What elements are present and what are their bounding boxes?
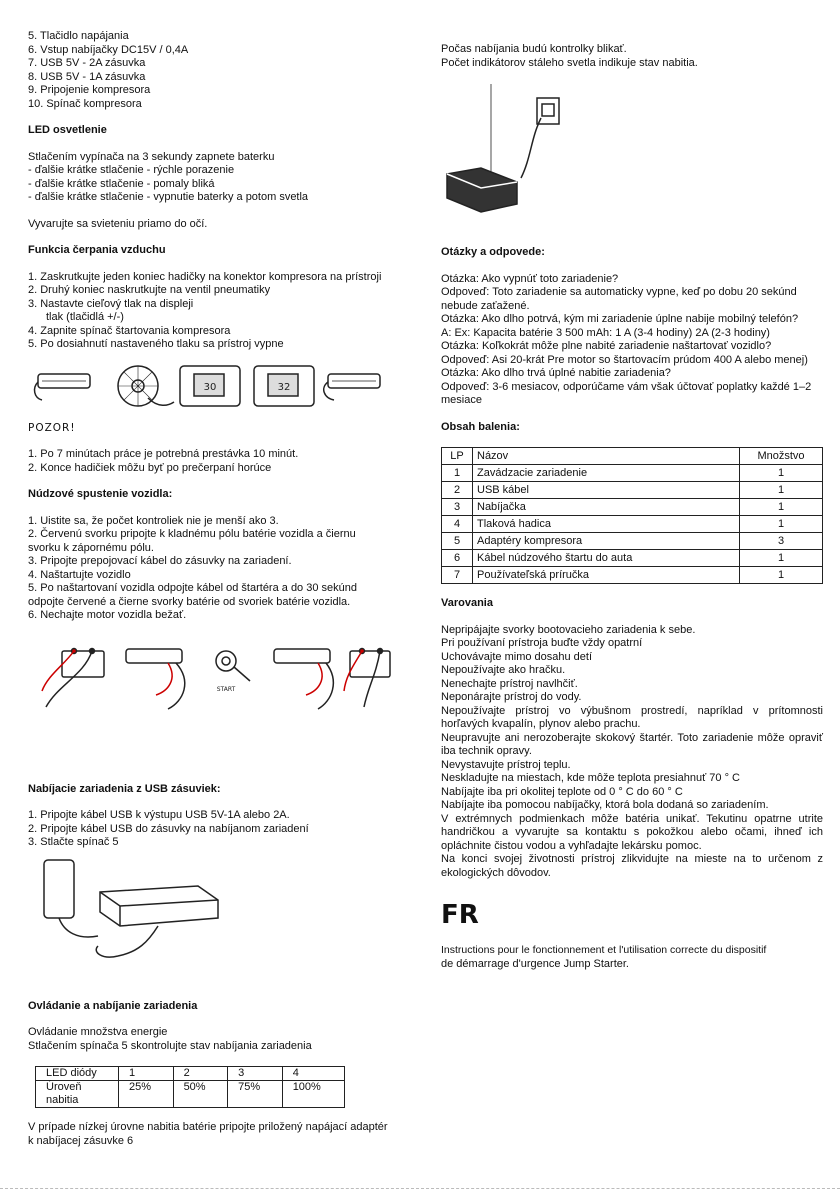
paragraph: - ďalšie krátke stlačenie - rýchle porazenie [28, 164, 235, 176]
paragraph: Odpoveď: Toto zariadenie sa automaticky vypne, keď po dobu 20 sekúnd nebude zaťažené. [441, 286, 797, 312]
paragraph: V extrémnych podmienkach môže batéria unikať. Tekutinu opatrne utrite handričkou a vyvarujte sa kontaktu s pokožkou alebo očami, ihneď ich opláchnite čistou vodou a vyhľadajte lekársku pomoc. [441, 812, 823, 852]
paragraph: Počet indikátorov stáleho svetla indikuje stav nabitia. [441, 56, 698, 69]
table-cell: 1 [442, 465, 473, 482]
paragraph: 2. Konce hadičiek môžu byť po prečerpaní horúce [28, 461, 272, 474]
start-key-icon [216, 651, 250, 693]
paragraph: Nepoužívajte ako hračku. [441, 664, 566, 676]
package-contents-table [441, 447, 823, 584]
compressor-illustrations [28, 358, 388, 414]
table-cell: 50% [173, 1081, 228, 1108]
paragraph: Vyvarujte sa svieteniu priamo do očí. [28, 217, 208, 230]
table-row [442, 516, 823, 533]
paragraph: Otázka: Ako dlho trvá úplné nabitie zariadenia? [441, 367, 671, 379]
left-column [28, 30, 388, 1148]
device-side-icon [35, 374, 90, 400]
table-cell: 1 [740, 465, 823, 482]
paragraph: Pri používaní prístroja buďte vždy opatrní [441, 637, 643, 649]
paragraph: Na konci svojej životnosti prístroj zlikvidujte na mieste na to určenom z ekologických dôvodov. [441, 853, 823, 879]
table-cell: USB kábel [473, 482, 740, 499]
paragraph: Nevystavujte prístroj teplu. [441, 758, 571, 771]
usb-heading: Nabíjacie zariadenia z USB zásuviek: [28, 782, 221, 795]
start-label: START [216, 685, 236, 693]
table-row [442, 550, 823, 567]
display-panel-icon [254, 366, 314, 406]
paragraph: Odpoveď: Asi 20-krát Pre motor so štartovacím prúdom 400 A alebo menej) [441, 353, 808, 366]
paragraph: Nabíjajte iba pomocou nabíjačky, ktorá bola dodaná so zariadením. [441, 799, 769, 811]
table-cell: Nabíjačka [473, 499, 740, 516]
car-battery-icon [42, 648, 104, 707]
svg-text:32: 32 [277, 381, 291, 393]
table-cell: Používateľská príručka [473, 567, 740, 584]
list-item: 5. Tlačidlo napájania [28, 30, 129, 42]
display-panel-icon [180, 366, 240, 406]
list-item: 9. Pripojenie kompresora [28, 84, 151, 96]
paragraph: 1. Pripojte kábel USB k výstupu USB 5V-1A alebo 2A. [28, 809, 290, 821]
table-cell: LED diódy [36, 1067, 119, 1081]
led-heading: LED osvetlenie [28, 124, 107, 136]
device-side-icon [324, 374, 380, 400]
table-cell: 3 [442, 499, 473, 516]
paragraph: Nenechajte prístroj navlhčiť. [441, 677, 578, 690]
table-row [442, 567, 823, 584]
paragraph: Stlačením spínača 5 skontrolujte stav nabíjania zariadenia [28, 1039, 312, 1052]
column-header: Názov [473, 448, 740, 465]
list-item: 7. USB 5V - 2A zásuvka [28, 57, 146, 69]
paragraph: 2. Pripojte kábel USB do zásuvky na nabíjanom zariadení [28, 822, 309, 835]
emergency-heading: Núdzové spustenie vozidla: [28, 488, 173, 500]
page-edge-divider [0, 1188, 840, 1189]
paragraph: - ďalšie krátke stlačenie - vypnutie baterky a potom svetla [28, 191, 309, 203]
list-item: 6. Vstup nabíjačky DC15V / 0,4A [28, 43, 189, 56]
paragraph: 4. Zapnite spínač štartovania kompresora [28, 324, 231, 337]
paragraph: 5. Po dosiahnutí nastaveného tlaku sa prístroj vypne [28, 338, 284, 350]
paragraph: Instructions pour le fonctionnement et l'utilisation correcte du dispositif [441, 944, 767, 956]
usb-charging-illustration [38, 856, 238, 966]
paragraph: - ďalšie krátke stlačenie - pomaly bliká [28, 177, 215, 190]
wall-charger-illustration [441, 78, 561, 218]
faq-heading: Otázky a odpovede: [441, 246, 545, 258]
pump-heading: Funkcia čerpania vzduchu [28, 244, 166, 256]
paragraph: 3. Pripojte prepojovací kábel do zásuvky na zariadení. [28, 555, 292, 567]
package-heading: Obsah balenia: [441, 420, 520, 433]
table-cell: 2 [442, 482, 473, 499]
table-cell: Tlaková hadica [473, 516, 740, 533]
table-cell: 75% [228, 1081, 283, 1108]
paragraph: 4. Naštartujte vozidlo [28, 568, 131, 581]
paragraph: Odpoveď: 3-6 mesiacov, odporúčame vám však účtovať poplatky každé 1–2 mesiace [441, 380, 812, 406]
car-battery-icon [344, 648, 390, 707]
table-row [442, 482, 823, 499]
table-cell: 4 [442, 516, 473, 533]
phone-icon [44, 860, 74, 918]
paragraph: Nepoužívajte prístroj vo výbušnom prostredí, napríklad v prítomnosti horľavých kvapalín, plynov alebo prachu. [441, 704, 823, 730]
table-cell: 3 [228, 1067, 283, 1081]
paragraph: Otázka: Ako vypnúť toto zariadenie? [441, 272, 619, 285]
table-row [442, 465, 823, 482]
table-cell: 2 [173, 1067, 228, 1081]
booster-clamps-icon [126, 649, 185, 709]
table-cell: 25% [119, 1081, 174, 1108]
paragraph: 2. Červenú svorku pripojte k kladnému pólu batérie vozidla a čiernu svorku k zápornému pólu. [28, 528, 356, 554]
paragraph: Neskladujte na miestach, kde môže teplota presiahnuť 70 ° C [441, 772, 740, 784]
paragraph: A: Ex: Kapacita batérie 3 500 mAh: 1 A (3-4 hodiny) 2A (2-3 hodiny) [441, 326, 770, 339]
paragraph: 3. Stlačte spínač 5 [28, 836, 119, 848]
paragraph: 2. Druhý koniec naskrutkujte na ventil pneumatiky [28, 284, 271, 296]
booster-clamps-icon [274, 649, 333, 709]
paragraph: Otázka: Ako dlho potrvá, kým mi zariadenie úplne nabije mobilný telefón? [441, 313, 799, 325]
jump-start-illustrations [28, 635, 398, 725]
paragraph: 1. Zaskrutkujte jeden koniec hadičky na konektor kompresora na prístroji [28, 270, 382, 283]
paragraph: V prípade nízkej úrovne nabitia batérie pripojte priložený napájací adaptér k nabíjacej zásuvke 6 [28, 1121, 388, 1147]
paragraph: de démarrage d'urgence Jump Starter. [441, 957, 629, 970]
table-cell: 1 [740, 482, 823, 499]
paragraph: 5. Po naštartovaní vozidla odpojte kábel od štartéra a do 30 sekúnd odpojte červené a čierne svorky batérie od svoriek batérie vozidla. [28, 582, 357, 608]
paragraph: Otázka: Koľkokrát môže plne nabité zariadenie naštartovať vozidlo? [441, 340, 772, 352]
paragraph: Stlačením vypínača na 3 sekundy zapnete baterku [28, 150, 275, 163]
booster-device-icon [100, 886, 218, 926]
paragraph: Neponárajte prístroj do vody. [441, 691, 582, 703]
tire-valve-icon [118, 366, 174, 406]
table-cell: Zavádzacie zariadenie [473, 465, 740, 482]
paragraph: 6. Nechajte motor vozidla bežať. [28, 609, 187, 621]
right-column [441, 43, 823, 971]
paragraph: 1. Po 7 minútach práce je potrebná prestávka 10 minút. [28, 448, 299, 460]
svg-text:30: 30 [203, 381, 217, 393]
list-item: 8. USB 5V - 1A zásuvka [28, 70, 146, 83]
language-heading: FR [441, 900, 479, 930]
component-list [28, 30, 388, 111]
table-cell: 1 [119, 1067, 174, 1081]
table-row [442, 533, 823, 550]
paragraph: tlak (tlačidlá +/-) [46, 311, 124, 323]
paragraph: Počas nabíjania budú kontrolky blikať. [441, 43, 627, 55]
table-cell: Úroveň nabitia [36, 1081, 119, 1108]
table-row [36, 1067, 345, 1081]
paragraph: Nepripájajte svorky bootovacieho zariadenia k sebe. [441, 623, 696, 636]
column-header: Množstvo [740, 448, 823, 465]
table-cell: 1 [740, 567, 823, 584]
warnings-heading: Varovania [441, 597, 493, 609]
table-cell: 4 [282, 1067, 344, 1081]
paragraph: 1. Uistite sa, že počet kontroliek nie je menší ako 3. [28, 514, 279, 527]
paragraph: Nabíjajte iba pri okolitej teplote od 0 ° C do 60 ° C [441, 785, 683, 798]
table-row [36, 1081, 345, 1108]
paragraph: Ovládanie množstva energie [28, 1026, 168, 1038]
table-header-row [442, 448, 823, 465]
table-cell: Adaptéry kompresora [473, 533, 740, 550]
warning-title: POZOR! [28, 421, 76, 434]
table-row [442, 499, 823, 516]
list-item: 10. Spínač kompresora [28, 97, 142, 110]
table-cell: 100% [282, 1081, 344, 1108]
table-cell: 6 [442, 550, 473, 567]
paragraph: 3. Nastavte cieľový tlak na displeji [28, 297, 194, 310]
table-cell: 1 [740, 516, 823, 533]
paragraph: Neupravujte ani nerozoberajte skokový štartér. Toto zariadenie môže opraviť iba technik opravy. [441, 731, 823, 757]
table-cell: Kábel núdzového štartu do auta [473, 550, 740, 567]
paragraph: Uchovávajte mimo dosahu detí [441, 650, 593, 663]
table-cell: 3 [740, 533, 823, 550]
table-cell: 7 [442, 567, 473, 584]
table-cell: 1 [740, 550, 823, 567]
table-cell: 1 [740, 499, 823, 516]
control-heading: Ovládanie a nabíjanie zariadenia [28, 999, 198, 1012]
booster-device-icon [447, 168, 517, 212]
table-cell: 5 [442, 533, 473, 550]
led-level-table [35, 1066, 345, 1108]
column-header: LP [442, 448, 473, 465]
